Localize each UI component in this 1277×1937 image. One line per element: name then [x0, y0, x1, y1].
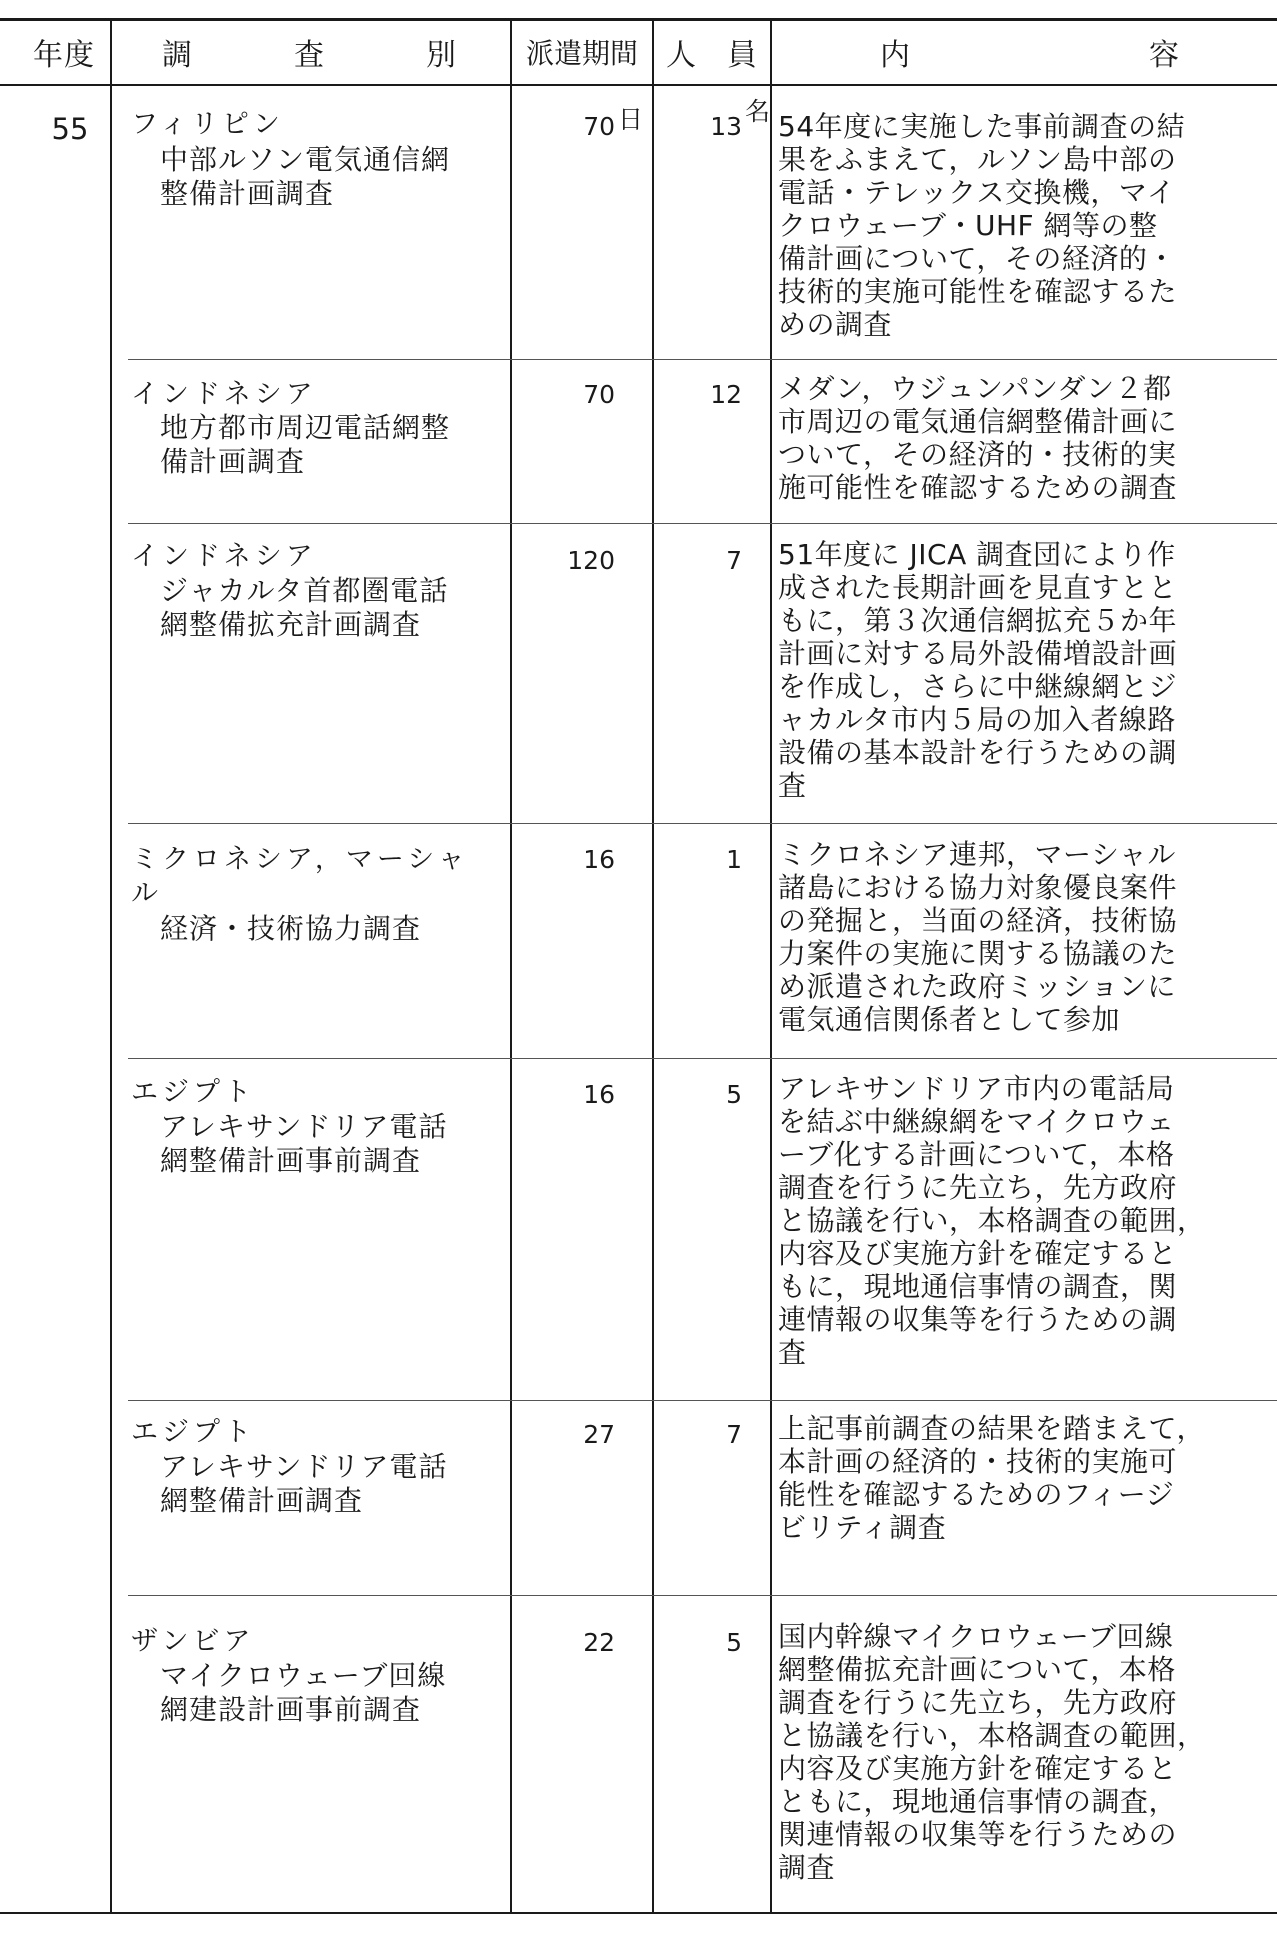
- header-persons: [666, 22, 758, 82]
- persons-count: 12: [710, 380, 742, 409]
- dispatch-period: 27: [583, 1420, 615, 1449]
- survey-content: メダン，ウジュンパンダン２都 市周辺の電気通信網整備計画に ついて，その経済的・技術的実 施可能性を確認するための調査: [778, 372, 1178, 504]
- persons-unit: 名: [745, 97, 771, 126]
- header-content-char: 容: [1149, 38, 1180, 73]
- dispatch-period: 120: [567, 546, 615, 575]
- persons-count: 13: [710, 112, 742, 141]
- survey-title: 経済・技術協力調査: [160, 912, 422, 945]
- survey-content: 54年度に実施した事前調査の結 果をふまえて，ルソン島中部の 電話・テレックス交換機，マイ クロウェーブ・UHF 網等の整 備計画について，その経済的・ 技術的実施可能性を確認するた めの調査: [778, 110, 1186, 341]
- header-persons-char: 人: [666, 38, 697, 73]
- survey-title: アレキサンドリア電話 網整備計画調査: [160, 1450, 448, 1517]
- header-content-char: 内: [880, 38, 911, 73]
- header-survey-char: 別: [426, 38, 457, 73]
- survey-content: ミクロネシア連邦，マーシャル 諸島における協力対象優良案件 の発掘と，当面の経済，技術協 力案件の実施に関する協議のた め派遣された政府ミッションに 電気通信関係者として参加: [778, 838, 1178, 1036]
- dispatch-period: 16: [583, 1080, 615, 1109]
- survey-country: インドネシア: [131, 379, 317, 410]
- row-divider: [128, 823, 1277, 824]
- row-divider: [128, 1595, 1277, 1596]
- persons-count: 1: [726, 845, 742, 874]
- persons-count: 7: [726, 1420, 742, 1449]
- period-unit: 日: [618, 105, 644, 134]
- row-divider: [128, 359, 1277, 360]
- survey-country: フィリピン: [131, 109, 284, 140]
- survey-content: 国内幹線マイクロウェーブ回線 網整備拡充計画について，本格 調査を行うに先立ち，先方政府 と協議を行い，本格調査の範囲， 内容及び実施方針を確定すると ともに，現地通信事情の調査， 関連情報の収集等を行うための 調査: [778, 1620, 1206, 1884]
- survey-title: 地方都市周辺電話網整 備計画調査: [160, 411, 451, 478]
- survey-country: インドネシア: [131, 541, 317, 572]
- survey-title: 中部ルソン電気通信網 整備計画調査: [160, 143, 451, 210]
- survey-title: ジャカルタ首都圏電話 網整備拡充計画調査: [160, 574, 449, 641]
- survey-country: ミクロネシア，マーシャ ル: [131, 844, 469, 909]
- fiscal-year: 55: [51, 112, 89, 146]
- persons-count: 5: [726, 1628, 742, 1657]
- column-divider: [652, 18, 654, 1914]
- header-content: [880, 22, 1180, 82]
- survey-title: マイクロウェーブ回線 網建設計画事前調査: [160, 1659, 447, 1726]
- top-rule: [0, 18, 1277, 21]
- dispatch-period: 70: [583, 380, 615, 409]
- header-period-label: 派遣期間: [525, 37, 638, 70]
- dispatch-period: 22: [583, 1628, 615, 1657]
- header-persons-char: 員: [727, 38, 758, 73]
- header-survey: [162, 22, 457, 82]
- header-rule: [0, 84, 1277, 86]
- survey-content: 上記事前調査の結果を踏まえて， 本計画の経済的・技術的実施可 能性を確認するためのフィージ ビリティ調査: [778, 1412, 1205, 1544]
- survey-content: 51年度に JICA 調査団により作 成された長期計画を見直すとと もに，第３次通信網拡充５か年 計画に対する局外設備増設計画 を作成し，さらに中継線網とジ ャカルタ市内５局の加入者線路 設備の基本設計を行うための調 査: [778, 538, 1178, 802]
- header-survey-char: 調: [162, 38, 193, 73]
- header-survey-char: 査: [294, 38, 325, 73]
- column-divider: [510, 18, 512, 1914]
- survey-title: アレキサンドリア電話 網整備計画事前調査: [160, 1110, 448, 1177]
- persons-count: 7: [726, 546, 742, 575]
- header-year: [22, 22, 106, 82]
- persons-count: 5: [726, 1080, 742, 1109]
- bottom-rule: [0, 1912, 1277, 1914]
- survey-content: アレキサンドリア市内の電話局 を結ぶ中継線網をマイクロウェ ーブ化する計画について，本格 調査を行うに先立ち，先方政府 と協議を行い，本格調査の範囲， 内容及び実施方針を確定すると もに，現地通信事情の調査，関 連情報の収集等を行うための調 査: [778, 1072, 1206, 1369]
- header-year-label: 年度: [33, 38, 95, 73]
- survey-country: エジプト: [131, 1077, 255, 1108]
- header-period: [512, 22, 652, 82]
- column-divider: [110, 18, 112, 1914]
- row-divider: [128, 1058, 1277, 1059]
- dispatch-period: 16: [583, 845, 615, 874]
- row-divider: [128, 523, 1277, 524]
- survey-country: ザンビア: [131, 1626, 255, 1657]
- survey-country: エジプト: [131, 1417, 255, 1448]
- dispatch-period: 70: [583, 112, 615, 141]
- row-divider: [128, 1400, 1277, 1401]
- column-divider: [770, 18, 772, 1914]
